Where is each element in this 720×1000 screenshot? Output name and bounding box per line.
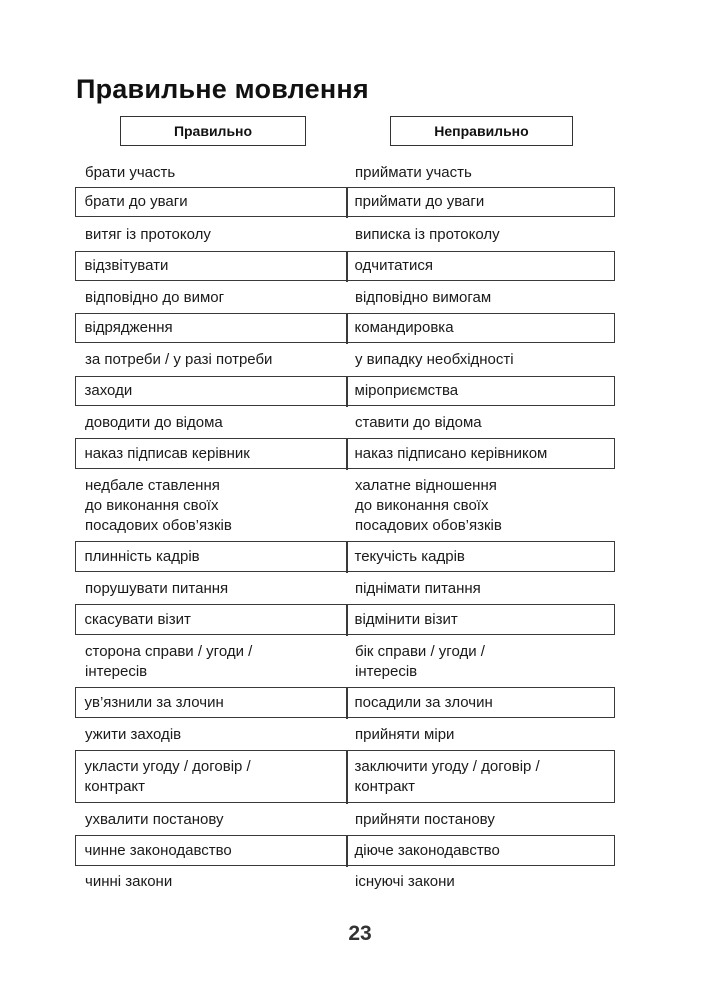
incorrect-phrase: приймати участь [355, 164, 472, 181]
incorrect-phrase: діюче законодавство [354, 841, 500, 859]
incorrect-phrase: існуючі закони [355, 873, 455, 890]
incorrect-phrase: прийняти міри [355, 726, 455, 743]
table-row [75, 376, 615, 406]
correct-phrase: ужити заходів [85, 726, 182, 743]
row-divider [346, 187, 348, 218]
table-row [75, 410, 615, 436]
correct-phrase: заходи [84, 382, 133, 399]
table-row [75, 222, 615, 248]
correct-phrase: за потреби / у разі потреби [85, 351, 273, 368]
table-row [75, 604, 615, 635]
correct-phrase: наказ підписав керівник [84, 444, 250, 462]
row-divider [346, 376, 348, 407]
table-row [75, 347, 615, 373]
page-title: Правильне мовлення [76, 74, 369, 104]
correct-phrase: укласти угоду / договір / контракт [84, 757, 251, 795]
correct-phrase: чинне законодавство [84, 841, 232, 859]
table-row [75, 313, 615, 343]
correct-phrase: брати участь [85, 164, 176, 181]
correct-phrase: витяг із протоколу [85, 226, 211, 243]
column-header-correct: Правильно [120, 116, 306, 146]
incorrect-phrase: наказ підписано керівником [354, 444, 548, 462]
incorrect-phrase: посадили за злочин [354, 693, 493, 711]
correct-phrase: недбале ставлення до виконання своїх посадових обов’язків [85, 477, 232, 534]
table-row [75, 807, 615, 833]
correct-phrase: відрядження [84, 319, 173, 336]
correct-phrase: сторона справи / угоди / інтересів [85, 643, 253, 680]
table-row [75, 869, 615, 895]
incorrect-phrase: піднімати питання [355, 580, 481, 597]
incorrect-phrase: відмінити візит [354, 610, 458, 628]
incorrect-phrase: заключити угоду / договір / контракт [354, 757, 540, 795]
incorrect-phrase: халатне відношення до виконання своїх посадових обов’язків [355, 477, 502, 534]
incorrect-phrase: текучість кадрів [354, 547, 465, 565]
row-divider [346, 687, 348, 719]
incorrect-phrase: бік справи / угоди / інтересів [355, 643, 485, 680]
table-row [75, 750, 615, 803]
correct-phrase: відповідно до вимог [85, 289, 225, 306]
row-divider [346, 750, 348, 804]
row-divider [346, 541, 348, 573]
table-row [75, 251, 615, 281]
row-divider [346, 835, 348, 867]
correct-phrase: ухвалити постанову [85, 811, 224, 828]
table-row [75, 187, 615, 217]
incorrect-phrase: відповідно вимогам [355, 289, 492, 306]
row-divider [346, 438, 348, 470]
correct-phrase: порушувати питання [85, 580, 229, 597]
incorrect-phrase: одчитатися [354, 257, 434, 274]
correct-phrase: скасувати візит [84, 610, 191, 628]
correct-phrase: відзвітувати [84, 257, 169, 274]
incorrect-phrase: командировка [354, 319, 454, 336]
table-row [75, 640, 615, 684]
table-row [75, 835, 615, 866]
table-row [75, 576, 615, 602]
table-row [75, 160, 615, 186]
incorrect-phrase: ставити до відома [355, 414, 482, 431]
incorrect-phrase: у випадку необхідності [355, 351, 514, 368]
correct-phrase: брати до уваги [84, 193, 188, 210]
incorrect-phrase: приймати до уваги [354, 193, 485, 210]
table-row [75, 541, 615, 572]
row-divider [346, 604, 348, 636]
incorrect-phrase: виписка із протоколу [355, 226, 500, 243]
correct-phrase: ув’язнили за злочин [84, 693, 224, 711]
row-divider [346, 313, 348, 344]
table-row [75, 474, 615, 538]
page-number: 23 [348, 922, 372, 945]
table-row [75, 438, 615, 469]
incorrect-phrase: міроприємства [354, 382, 459, 399]
correct-phrase: плинність кадрів [84, 547, 200, 565]
table-row [75, 722, 615, 748]
row-divider [346, 251, 348, 282]
incorrect-phrase: прийняти постанову [355, 811, 495, 828]
correct-phrase: доводити до відома [85, 414, 223, 431]
table-row [75, 285, 615, 311]
correct-phrase: чинні закони [85, 873, 173, 890]
column-header-incorrect: Неправильно [390, 116, 573, 146]
table-row [75, 687, 615, 718]
